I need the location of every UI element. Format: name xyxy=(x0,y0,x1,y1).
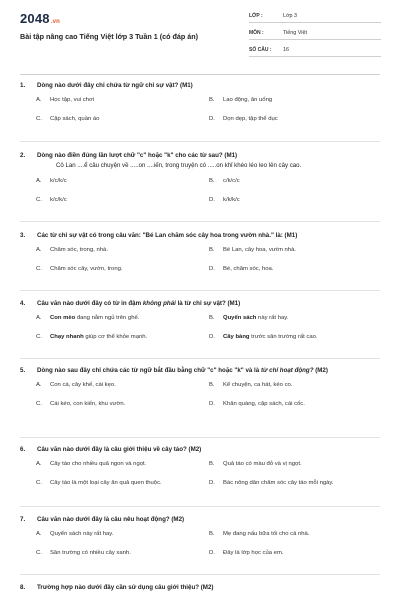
option-letter: B. xyxy=(209,97,215,103)
meta-value: Tiếng Việt xyxy=(283,30,307,36)
site-logo[interactable] xyxy=(20,11,60,26)
option-letter: C. xyxy=(36,480,42,486)
option-c[interactable] xyxy=(36,400,209,408)
question-divider xyxy=(20,141,380,142)
answer-options xyxy=(20,381,380,408)
option-text: Cây táo cho nhiều quả ngon và ngọt. xyxy=(50,461,147,467)
option-letter: C. xyxy=(36,266,42,272)
option-letter: C. xyxy=(36,116,42,122)
option-a[interactable] xyxy=(36,314,209,322)
option-b[interactable] xyxy=(209,381,382,389)
question-8 xyxy=(20,583,380,592)
option-b[interactable] xyxy=(209,96,382,104)
option-rest: đang nằm ngủ trên ghế. xyxy=(75,315,140,321)
question-divider xyxy=(20,437,380,438)
option-letter: D. xyxy=(209,197,215,203)
option-text: Lao động, ăn uống xyxy=(223,97,273,103)
worksheet-meta xyxy=(249,10,381,61)
option-text xyxy=(223,333,318,341)
question-emphasis: không phải xyxy=(142,300,176,307)
logo-suffix: .vn xyxy=(50,19,61,25)
option-letter: A. xyxy=(36,315,42,321)
meta-row-class xyxy=(249,10,381,23)
option-text: Cặp sách, quần áo xyxy=(50,116,100,122)
question-number: 3. xyxy=(20,232,26,239)
option-letter: C. xyxy=(36,401,42,407)
option-a[interactable] xyxy=(36,246,209,254)
option-text: Bác nông dân chăm sóc cây táo mỗi ngày. xyxy=(223,480,334,486)
option-rest: giúp cơ thể khỏe mạnh. xyxy=(83,334,148,340)
question-divider xyxy=(20,290,380,291)
question-divider xyxy=(20,574,380,575)
option-a[interactable] xyxy=(36,96,209,104)
option-c[interactable] xyxy=(36,115,209,123)
option-letter: B. xyxy=(209,531,215,537)
option-text: Con cá, cây khế, cái kẹo. xyxy=(50,382,116,388)
meta-row-subject xyxy=(249,27,381,40)
option-text xyxy=(50,333,147,341)
question-number: 8. xyxy=(20,584,26,591)
option-c[interactable] xyxy=(36,333,209,341)
question-stem xyxy=(20,299,380,308)
question-text: Các từ chỉ sự vật có trong câu văn: "Bé Lan chăm sóc cây hoa trong vườn nhà." là: (M1) xyxy=(37,232,298,239)
option-c[interactable] xyxy=(36,549,209,557)
option-d[interactable] xyxy=(209,265,382,273)
option-c[interactable] xyxy=(36,265,209,273)
question-2 xyxy=(20,151,380,204)
question-passage: Cô Lan ....ể câu chuyện về .....on ....iến, trong truyện có .....on khỉ khéo léo leo lên cây cao. xyxy=(56,162,302,169)
option-text: Khăn quàng, cặp sách, cái cốc. xyxy=(223,401,305,407)
question-stem xyxy=(20,231,380,240)
question-text: Dòng nào dưới đây chỉ chứa từ ngữ chỉ sự vật? (M1) xyxy=(37,82,193,89)
worksheet-header xyxy=(0,0,400,58)
option-b[interactable] xyxy=(209,177,382,185)
question-7 xyxy=(20,515,380,557)
option-letter: C. xyxy=(36,550,42,556)
option-d[interactable] xyxy=(209,196,382,204)
question-text xyxy=(37,366,380,375)
question-text: Câu văn nào dưới đây là câu giới thiệu về cây táo? (M2) xyxy=(37,446,202,453)
option-letter: B. xyxy=(209,178,215,184)
question-text-part: (M2) xyxy=(313,367,328,374)
option-text: Cây táo là một loại cây ăn quả quen thuộc. xyxy=(50,480,162,486)
answer-options xyxy=(20,96,380,123)
meta-label: LỚP : xyxy=(249,13,263,19)
question-stem xyxy=(20,515,380,524)
question-text: Trường hợp nào dưới đây cần sử dụng câu giới thiệu? (M2) xyxy=(37,584,214,591)
meta-label: SỐ CÂU : xyxy=(249,47,272,53)
question-stem xyxy=(20,583,380,592)
option-letter: B. xyxy=(209,382,215,388)
option-d[interactable] xyxy=(209,115,382,123)
answer-options xyxy=(20,530,380,557)
option-text: Dọn dẹp, tập thể dục xyxy=(223,116,278,122)
header-divider xyxy=(20,74,380,75)
option-a[interactable] xyxy=(36,381,209,389)
option-letter: A. xyxy=(36,178,42,184)
option-letter: D. xyxy=(209,480,215,486)
option-b[interactable] xyxy=(209,530,382,538)
question-number: 6. xyxy=(20,446,26,453)
question-3 xyxy=(20,231,380,273)
question-5 xyxy=(20,366,380,408)
question-number: 2. xyxy=(20,152,26,159)
meta-label: MÔN : xyxy=(249,30,264,36)
option-text: k/k/k/c xyxy=(223,197,240,203)
question-1 xyxy=(20,81,380,123)
answer-options xyxy=(20,460,380,487)
option-text: c/k/c/c xyxy=(223,178,240,184)
question-stem xyxy=(20,151,380,160)
option-text: Kể chuyện, ca hát, kéo co. xyxy=(223,382,293,388)
option-text: Chăm sóc cây, vườn, trong. xyxy=(50,266,123,272)
question-text-part: Câu văn nào dưới đây có từ in đậm xyxy=(37,300,143,307)
option-d[interactable] xyxy=(209,400,382,408)
question-number: 5. xyxy=(20,367,26,374)
option-letter: A. xyxy=(36,97,42,103)
question-text-part: là từ chỉ sự vật? (M1) xyxy=(175,300,241,307)
option-letter: B. xyxy=(209,461,215,467)
option-a[interactable] xyxy=(36,530,209,538)
option-d[interactable] xyxy=(209,479,382,487)
option-bold-word: Quyển sách xyxy=(223,315,257,321)
question-divider xyxy=(20,358,380,359)
option-text: Học tập, vui chơi xyxy=(50,97,95,103)
question-text xyxy=(37,299,380,308)
option-letter: B. xyxy=(209,315,215,321)
option-a[interactable] xyxy=(36,177,209,185)
question-text: Dòng nào điền đúng lần lượt chữ "c" hoặc "k" cho các từ sau? (M1) xyxy=(37,152,238,159)
logo-text: 2048 xyxy=(20,11,50,26)
option-bold-word: Cây bàng xyxy=(223,334,250,340)
option-text: Đây là lớp học của em. xyxy=(223,550,284,556)
question-4 xyxy=(20,299,380,341)
option-d[interactable] xyxy=(209,549,382,557)
option-bold-word: Chạy nhanh xyxy=(50,334,84,340)
option-letter: C. xyxy=(36,334,42,340)
option-letter: D. xyxy=(209,550,215,556)
option-letter: D. xyxy=(209,334,215,340)
option-text: k/c/k/c xyxy=(50,178,67,184)
option-letter: D. xyxy=(209,116,215,122)
option-letter: D. xyxy=(209,401,215,407)
option-c[interactable] xyxy=(36,196,209,204)
meta-value: Lớp 3 xyxy=(283,13,298,19)
answer-options xyxy=(20,177,380,204)
option-letter: B. xyxy=(209,247,215,253)
question-text: Câu văn nào dưới đây là câu nêu hoạt động? (M2) xyxy=(37,516,185,523)
option-letter: A. xyxy=(36,382,42,388)
answer-options xyxy=(20,314,380,341)
option-letter: A. xyxy=(36,531,42,537)
option-a[interactable] xyxy=(36,460,209,468)
option-d[interactable] xyxy=(209,333,382,341)
option-text: Quả táo có màu đỏ và vị ngọt. xyxy=(223,461,302,467)
answer-options xyxy=(20,246,380,273)
option-text: Sân trường có nhiều cây xanh. xyxy=(50,550,131,556)
option-c[interactable] xyxy=(36,479,209,487)
option-text: Chăm sóc, trong, nhà. xyxy=(50,247,108,253)
option-letter: A. xyxy=(36,461,42,467)
option-text: Cái kéo, con kiến, khu vườn. xyxy=(50,401,126,407)
option-text: Mẹ đang nấu bữa tối cho cả nhà. xyxy=(223,531,310,537)
question-number: 4. xyxy=(20,300,26,307)
option-text: Bé, chăm sóc, hoa. xyxy=(223,266,274,272)
question-number: 1. xyxy=(20,82,26,89)
meta-row-count xyxy=(249,44,381,57)
question-text-part: Dòng nào sau đây chỉ chứa các từ ngữ bắt đầu bằng chữ "c" hoặc "k" và là xyxy=(37,367,261,374)
question-number: 7. xyxy=(20,516,26,523)
option-text xyxy=(223,314,288,322)
option-rest: này rất hay. xyxy=(256,315,289,321)
question-divider xyxy=(20,506,380,507)
option-b[interactable] xyxy=(209,314,382,322)
option-rest: trước sân trường rất cao. xyxy=(249,334,318,340)
option-b[interactable] xyxy=(209,246,382,254)
question-stem xyxy=(20,445,380,454)
option-b[interactable] xyxy=(209,460,382,468)
meta-value: 16 xyxy=(283,47,289,53)
question-divider xyxy=(20,221,380,222)
question-stem xyxy=(20,81,380,90)
question-stem xyxy=(20,366,380,375)
option-text xyxy=(50,314,139,322)
option-text: Quyển sách này rất hay. xyxy=(50,531,114,537)
question-emphasis: từ chỉ hoạt động? xyxy=(260,367,314,374)
worksheet-title: Bài tập nâng cao Tiếng Việt lớp 3 Tuần 1 (có đáp án) xyxy=(20,32,199,41)
question-6 xyxy=(20,445,380,487)
option-text: k/c/k/c xyxy=(50,197,67,203)
option-letter: D. xyxy=(209,266,215,272)
option-letter: A. xyxy=(36,247,42,253)
option-bold-word: Con mèo xyxy=(50,315,76,321)
option-text: Bé Lan, cây hoa, vườn nhà. xyxy=(223,247,296,253)
option-letter: C. xyxy=(36,197,42,203)
